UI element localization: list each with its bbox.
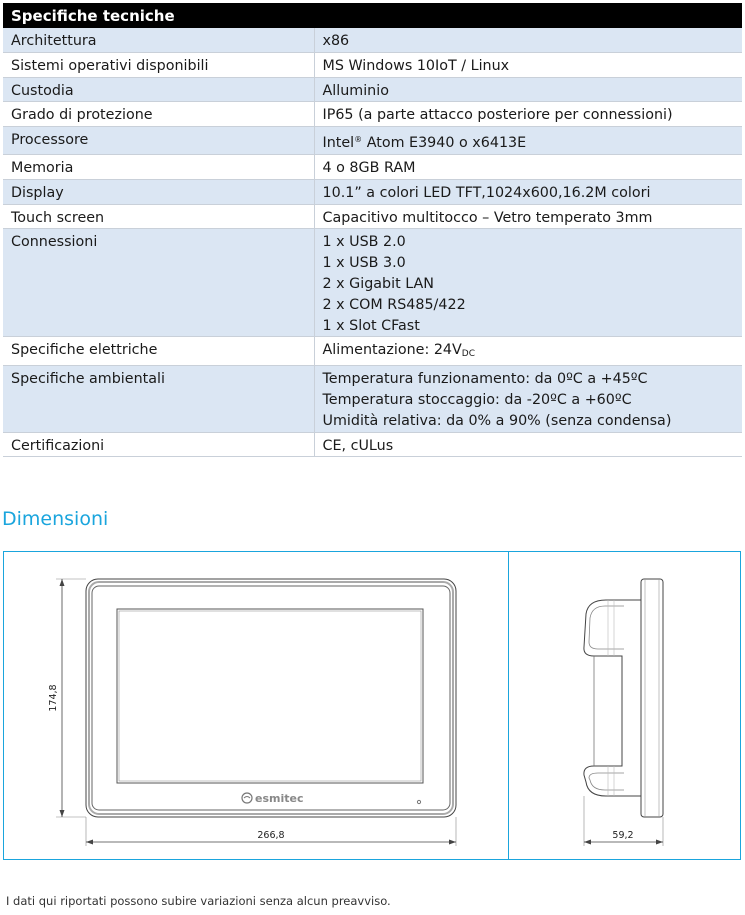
brand-logo bbox=[242, 792, 303, 805]
spec-label: Touch screen bbox=[3, 204, 314, 229]
spec-value bbox=[314, 102, 742, 127]
spec-value bbox=[314, 52, 742, 77]
spec-value-line: Temperatura stoccaggio: da -20ºC a +60ºC bbox=[322, 391, 632, 408]
spec-value-text: Alimentazione: 24V bbox=[322, 342, 462, 359]
spec-value bbox=[314, 432, 742, 457]
spec-value-line: 10.1” a colori LED TFT,1024x600,16.2M colori bbox=[322, 184, 651, 201]
spec-value-line: x86 bbox=[322, 33, 350, 49]
spec-value-line: CE, cULus bbox=[322, 437, 394, 454]
spec-row bbox=[3, 204, 742, 229]
width-dimension-label: 266,8 bbox=[257, 830, 285, 841]
spec-value bbox=[314, 154, 742, 179]
spec-label: Display bbox=[3, 179, 314, 204]
spec-label: Specifiche elettriche bbox=[3, 337, 314, 366]
spec-row bbox=[3, 366, 742, 432]
spec-row bbox=[3, 102, 742, 127]
disclaimer-footnote: I dati qui riportati possono subire variazioni senza alcun preavviso. bbox=[6, 894, 391, 908]
spec-row bbox=[3, 179, 742, 204]
spec-label: Sistemi operativi disponibili bbox=[3, 52, 314, 77]
front-view bbox=[56, 579, 456, 846]
spec-value bbox=[314, 204, 742, 229]
spec-row bbox=[3, 432, 742, 457]
spec-label: Architettura bbox=[3, 28, 314, 52]
technical-drawing-svg bbox=[4, 552, 740, 859]
specs-section bbox=[3, 3, 742, 457]
spec-value-line: 1 x Slot CFast bbox=[322, 317, 420, 334]
spec-label: Specifiche ambientali bbox=[3, 366, 314, 432]
registered-mark: ® bbox=[354, 135, 363, 145]
spec-row bbox=[3, 77, 742, 102]
spec-row bbox=[3, 337, 742, 366]
spec-label: Certificazioni bbox=[3, 432, 314, 457]
height-dimension-label: 174,8 bbox=[48, 684, 59, 712]
logo-text: esmitec bbox=[255, 792, 304, 805]
spec-value bbox=[314, 337, 742, 366]
spec-value-line: IP65 (a parte attacco posteriore per connessioni) bbox=[322, 107, 673, 124]
spec-value-line: 2 x Gigabit LAN bbox=[322, 275, 434, 292]
spec-label: Grado di protezione bbox=[3, 102, 314, 127]
spec-value bbox=[314, 127, 742, 155]
spec-value bbox=[314, 366, 742, 432]
spec-value-line: Temperatura funzionamento: da 0ºC a +45ºC bbox=[322, 371, 648, 388]
dimensions-title: Dimensioni bbox=[2, 508, 109, 530]
voltage-subscript: DC bbox=[461, 349, 476, 360]
spec-value-line: 1 x USB 3.0 bbox=[322, 255, 406, 272]
spec-value-text: Intel bbox=[322, 135, 355, 152]
spec-value bbox=[314, 179, 742, 204]
spec-label: Processore bbox=[3, 127, 314, 155]
spec-value-line: Capacitivo multitocco – Vetro temperato 3mm bbox=[322, 209, 653, 226]
spec-label: Memoria bbox=[3, 154, 314, 179]
spec-value-line: MS Windows 10IoT / Linux bbox=[322, 57, 510, 74]
spec-value-line: 2 x COM RS485/422 bbox=[322, 296, 466, 313]
spec-row bbox=[3, 127, 742, 155]
specs-table bbox=[3, 28, 742, 457]
depth-dimension-label: 59,2 bbox=[612, 830, 634, 841]
spec-row bbox=[3, 28, 742, 52]
spec-value bbox=[314, 77, 742, 102]
side-view bbox=[584, 579, 663, 846]
spec-value-line: 1 x USB 2.0 bbox=[322, 234, 406, 251]
dimension-drawing bbox=[3, 551, 741, 860]
spec-value bbox=[314, 28, 742, 52]
spec-row bbox=[3, 52, 742, 77]
specs-title: Specifiche tecniche bbox=[3, 3, 742, 28]
spec-label: Custodia bbox=[3, 77, 314, 102]
spec-row bbox=[3, 154, 742, 179]
spec-value-text: Atom E3940 o x6413E bbox=[362, 135, 527, 152]
spec-value-line: Alluminio bbox=[322, 82, 389, 99]
spec-label: Connessioni bbox=[3, 229, 314, 337]
spec-value bbox=[314, 229, 742, 337]
spec-value-line: 4 o 8GB RAM bbox=[322, 159, 416, 176]
spec-row bbox=[3, 229, 742, 337]
spec-value-line: Umidità relativa: da 0% a 90% (senza condensa) bbox=[322, 412, 672, 429]
